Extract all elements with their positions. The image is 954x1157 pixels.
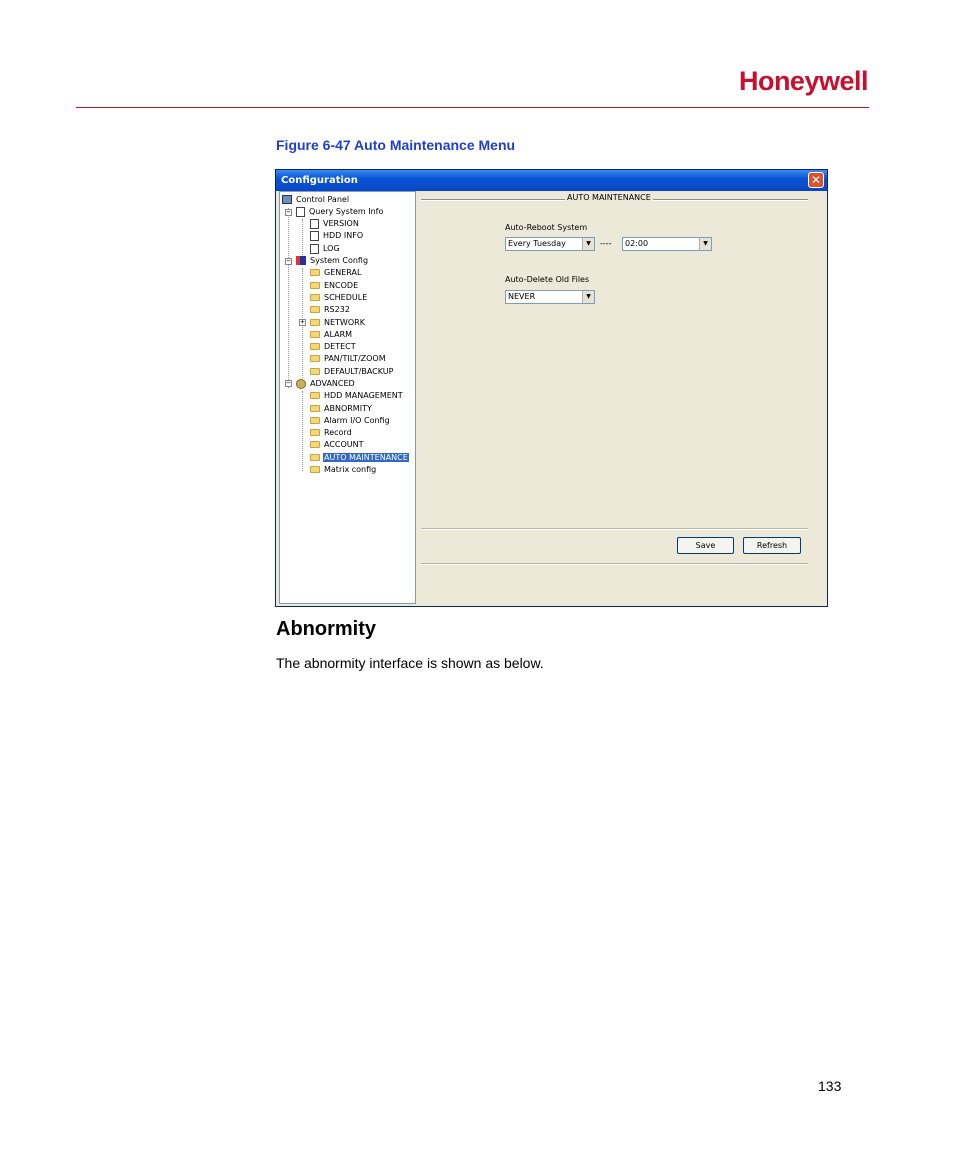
folder-icon <box>310 343 320 350</box>
tree-item-record[interactable]: Record <box>310 427 353 439</box>
config-tree <box>279 191 416 604</box>
configuration-window <box>275 169 828 607</box>
figure-caption: Figure 6-47 Auto Maintenance Menu <box>276 137 516 153</box>
window-titlebar[interactable] <box>276 170 827 191</box>
tree-item-network[interactable]: NETWORK <box>310 317 366 329</box>
folder-icon <box>310 392 320 399</box>
expand-toggle[interactable]: − <box>286 379 291 387</box>
tree-item-abnormity[interactable]: ABNORMITY <box>310 403 373 415</box>
tree-item-detect[interactable]: DETECT <box>310 341 357 353</box>
button-divider-bottom <box>421 563 808 565</box>
folder-icon <box>310 368 320 375</box>
folder-open-icon <box>310 454 320 461</box>
folder-icon <box>310 331 320 338</box>
page-number: 133 <box>818 1078 842 1094</box>
tree-item-hdd-info[interactable]: HDD INFO <box>310 230 364 242</box>
tree-item-auto-maintenance[interactable]: AUTO MAINTENANCE <box>310 452 409 464</box>
chevron-down-icon[interactable]: ▼ <box>582 291 594 303</box>
folder-icon <box>310 282 320 289</box>
tree-line <box>302 219 303 255</box>
honeywell-logo: Honeywell <box>738 66 868 96</box>
reboot-day-value: Every Tuesday <box>508 239 566 248</box>
tree-item-version[interactable]: VERSION <box>310 218 360 230</box>
tree-item-alarm-io-config[interactable]: Alarm I/O Config <box>310 415 391 427</box>
tree-item-control-panel[interactable]: Control Panel <box>282 194 350 206</box>
tree-item-advanced[interactable]: ADVANCED <box>296 378 356 390</box>
tree-item-default-backup[interactable]: DEFAULT/BACKUP <box>310 366 394 378</box>
reboot-time-value: 02:00 <box>625 239 649 248</box>
tree-item-account[interactable]: ACCOUNT <box>310 439 365 451</box>
refresh-button[interactable]: Refresh <box>743 537 801 554</box>
chevron-down-icon[interactable]: ▼ <box>699 238 711 250</box>
folder-icon <box>310 294 320 301</box>
tree-item-query-system-info[interactable]: Query System Info <box>296 206 384 218</box>
tree-item-hdd-management[interactable]: HDD MANAGEMENT <box>310 390 404 402</box>
auto-delete-select[interactable] <box>505 290 595 304</box>
header-rule <box>76 107 869 108</box>
folder-icon <box>310 417 320 424</box>
tree-item-encode[interactable]: ENCODE <box>310 280 359 292</box>
section-text: The abnormity interface is shown as below. <box>276 655 544 671</box>
folder-icon <box>310 319 320 326</box>
auto-maintenance-panel <box>417 191 827 606</box>
notepad-icon <box>310 219 319 229</box>
tree-line <box>288 208 289 388</box>
notepad-icon <box>310 231 319 241</box>
folder-icon <box>310 306 320 313</box>
folder-icon <box>310 466 320 473</box>
tree-item-general[interactable]: GENERAL <box>310 267 362 279</box>
tree-item-log[interactable]: LOG <box>310 243 341 255</box>
range-separator: ---- <box>600 239 612 248</box>
button-divider-top <box>421 528 808 530</box>
auto-delete-label: Auto-Delete Old Files <box>505 275 590 284</box>
folder-icon <box>310 441 320 448</box>
expand-toggle[interactable]: + <box>300 318 305 326</box>
auto-delete-value: NEVER <box>508 292 536 301</box>
tree-item-rs232[interactable]: RS232 <box>310 304 351 316</box>
expand-toggle[interactable]: − <box>286 208 291 216</box>
folder-icon <box>310 355 320 362</box>
tools-icon <box>296 256 306 265</box>
computer-icon <box>282 195 292 204</box>
section-heading: Abnormity <box>276 618 376 640</box>
expand-toggle[interactable]: − <box>286 257 291 265</box>
reboot-day-select[interactable] <box>505 237 595 251</box>
notepad-icon <box>310 244 319 254</box>
auto-reboot-label: Auto-Reboot System <box>505 223 588 232</box>
chevron-down-icon[interactable]: ▼ <box>582 238 594 250</box>
save-button[interactable]: Save <box>677 537 734 554</box>
folder-icon <box>310 269 320 276</box>
folder-icon <box>310 429 320 436</box>
tree-item-alarm[interactable]: ALARM <box>310 329 353 341</box>
tree-item-schedule[interactable]: SCHEDULE <box>310 292 368 304</box>
folder-icon <box>310 405 320 412</box>
notepad-icon <box>296 207 305 217</box>
tree-item-system-config[interactable]: System Config <box>296 255 369 267</box>
close-icon[interactable]: ✕ <box>808 172 824 188</box>
gear-icon <box>296 379 306 389</box>
tree-line <box>302 391 303 471</box>
reboot-time-select[interactable] <box>622 237 712 251</box>
tree-item-pan-tilt-zoom[interactable]: PAN/TILT/ZOOM <box>310 353 387 365</box>
group-title: AUTO MAINTENANCE <box>567 193 651 202</box>
tree-item-matrix-config[interactable]: Matrix config <box>310 464 377 476</box>
window-title: Configuration <box>281 175 358 186</box>
